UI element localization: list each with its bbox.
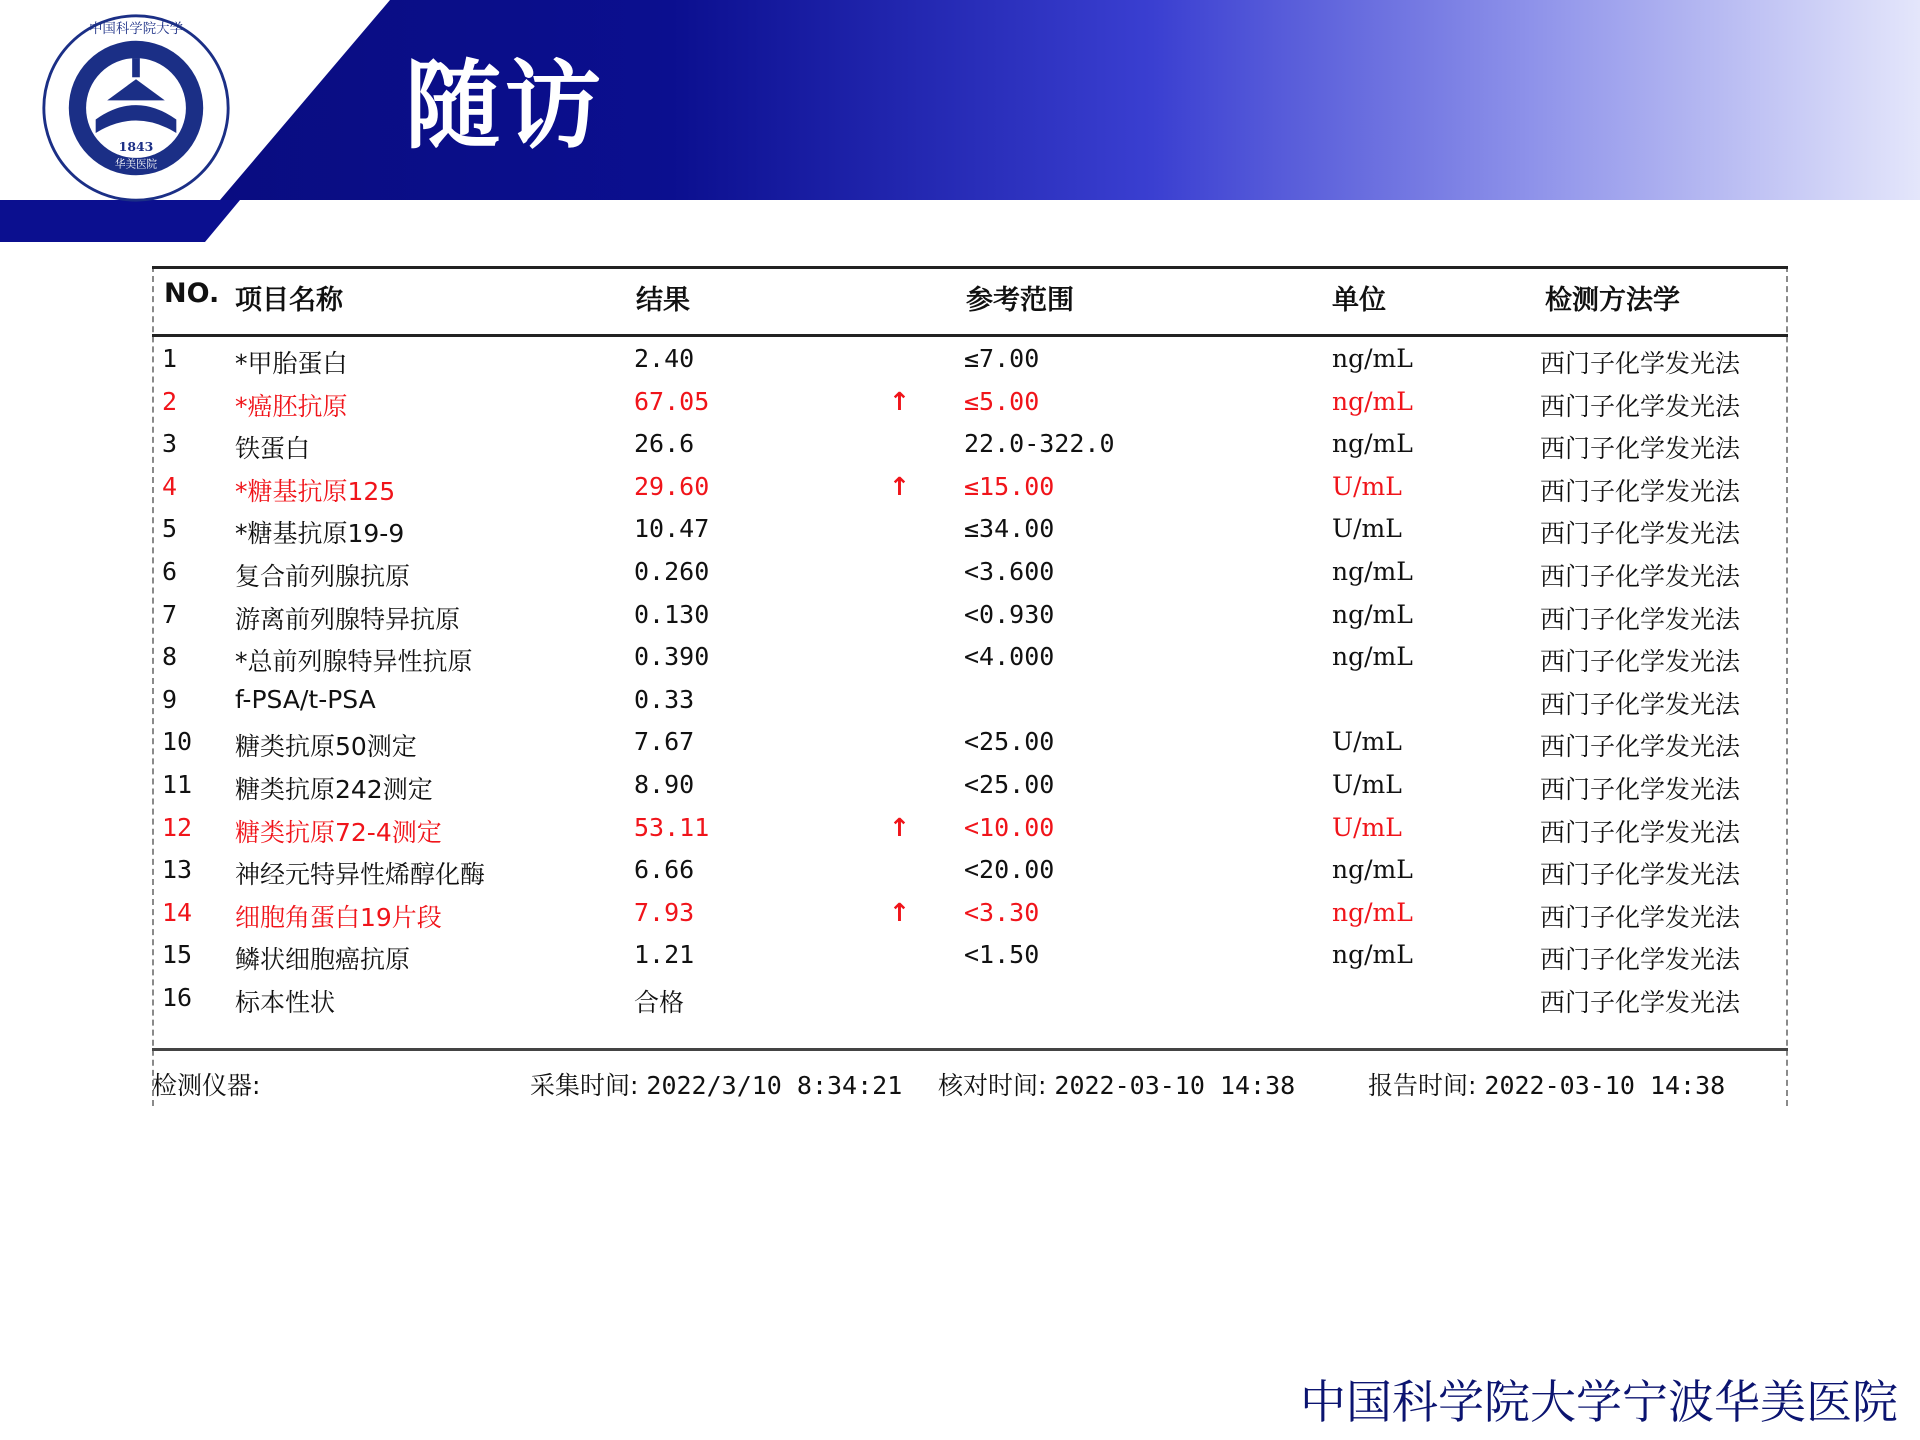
table-row — [152, 508, 1788, 550]
table-row — [152, 721, 1788, 763]
row-number: 6 — [162, 557, 178, 586]
reference-range: ≤5.00 — [964, 386, 1040, 416]
header-accent-bar — [0, 200, 240, 242]
row-number: 11 — [162, 770, 193, 799]
high-flag-icon: ↑ — [889, 386, 910, 416]
footer-report-time — [1368, 1066, 1725, 1102]
footer-instrument — [152, 1066, 260, 1102]
reference-range: <25.00 — [964, 727, 1055, 757]
reference-range: <20.00 — [964, 855, 1055, 885]
verify-time-value: 2022-03-10 14:38 — [1054, 1071, 1296, 1100]
table-row — [152, 551, 1788, 593]
test-name: 神经元特异性烯醇化酶 — [235, 860, 486, 890]
test-result: 合格 — [634, 988, 685, 1017]
table-row — [152, 594, 1788, 636]
test-unit: U/mL — [1332, 514, 1402, 544]
row-number: 16 — [162, 983, 193, 1012]
test-unit: ng/mL — [1332, 344, 1413, 373]
row-number: 9 — [162, 684, 178, 714]
test-method: 西门子化学发光法 — [1540, 689, 1741, 719]
test-method: 西门子化学发光法 — [1540, 519, 1741, 549]
test-method: 西门子化学发光法 — [1540, 434, 1741, 464]
divider — [152, 334, 1788, 337]
test-unit: ng/mL — [1332, 897, 1413, 927]
test-result: 2.40 — [634, 344, 695, 373]
test-result: 26.6 — [634, 429, 695, 459]
test-method: 西门子化学发光法 — [1540, 391, 1741, 421]
test-name: *糖基抗原125 — [235, 476, 396, 506]
test-unit: ng/mL — [1332, 429, 1413, 459]
row-number: 8 — [162, 642, 178, 672]
test-name: *甲胎蛋白 — [235, 349, 348, 378]
test-unit: ng/mL — [1332, 642, 1413, 672]
reference-range: <3.30 — [964, 897, 1040, 927]
test-method: 西门子化学发光法 — [1540, 775, 1741, 804]
test-unit: U/mL — [1332, 770, 1402, 799]
test-name: 鳞状细胞癌抗原 — [235, 945, 411, 975]
test-unit: U/mL — [1332, 727, 1402, 757]
table-row — [152, 679, 1788, 721]
test-result: 1.21 — [634, 940, 695, 970]
row-number: 15 — [162, 940, 193, 970]
test-name: *糖基抗原19-9 — [235, 519, 405, 549]
test-method: 西门子化学发光法 — [1540, 604, 1741, 634]
test-name: 游离前列腺特异抗原 — [235, 604, 461, 634]
university-seal-icon — [40, 12, 232, 204]
test-unit: ng/mL — [1332, 386, 1413, 416]
report-time-label: 报告时间: — [1368, 1071, 1477, 1100]
row-number: 10 — [162, 727, 193, 757]
table-row — [152, 892, 1788, 934]
row-number: 14 — [162, 897, 193, 927]
table-row — [152, 807, 1788, 849]
reference-range: <3.600 — [964, 557, 1055, 586]
reference-range: ≤15.00 — [964, 471, 1055, 501]
test-method: 西门子化学发光法 — [1540, 647, 1741, 677]
reference-range: ≤34.00 — [964, 514, 1055, 544]
test-unit: U/mL — [1332, 812, 1402, 842]
test-unit: ng/mL — [1332, 855, 1413, 885]
hospital-brand: 中国科学院大学宁波华美医院 — [1300, 1375, 1898, 1429]
reference-range: <1.50 — [964, 940, 1040, 970]
test-result: 6.66 — [634, 855, 695, 885]
test-name: 铁蛋白 — [235, 434, 311, 464]
collect-time-value: 2022/3/10 8:34:21 — [646, 1071, 903, 1100]
reference-range: <4.000 — [964, 642, 1055, 672]
test-name: 细胞角蛋白19片段 — [235, 902, 442, 932]
divider — [152, 266, 1788, 269]
test-method: 西门子化学发光法 — [1540, 349, 1741, 378]
test-result: 29.60 — [634, 471, 710, 501]
column-header-name: 项目名称 — [235, 285, 343, 316]
row-number: 7 — [162, 599, 178, 629]
test-unit: ng/mL — [1332, 940, 1413, 970]
logo-year: 1843 — [118, 139, 154, 155]
test-method: 西门子化学发光法 — [1540, 945, 1741, 975]
footer-collect-time — [530, 1066, 902, 1102]
high-flag-icon: ↑ — [889, 812, 910, 842]
test-result: 53.11 — [634, 812, 710, 842]
instrument-label: 检测仪器: — [152, 1071, 261, 1100]
row-number: 2 — [162, 386, 178, 416]
page-title: 随访 — [405, 50, 605, 162]
test-name: 标本性状 — [235, 988, 336, 1017]
table-row — [152, 466, 1788, 508]
test-method: 西门子化学发光法 — [1540, 476, 1741, 506]
logo-hospital-name: 华美医院 — [114, 158, 158, 171]
table-row — [152, 338, 1788, 380]
table-row — [152, 849, 1788, 891]
test-result: 7.67 — [634, 727, 695, 757]
table-row — [152, 934, 1788, 976]
row-number: 5 — [162, 514, 178, 544]
test-name: *总前列腺特异性抗原 — [235, 647, 473, 677]
test-result: 67.05 — [634, 386, 710, 416]
table-row — [152, 423, 1788, 465]
test-name: 糖类抗原50测定 — [235, 732, 417, 762]
row-number: 3 — [162, 429, 178, 459]
table-row — [152, 636, 1788, 678]
column-header-method: 检测方法学 — [1545, 285, 1680, 316]
table-row — [152, 381, 1788, 423]
column-header-unit: 单位 — [1332, 285, 1386, 316]
row-number: 1 — [162, 344, 178, 373]
column-header-no: NO. — [164, 278, 220, 309]
report-time-value: 2022-03-10 14:38 — [1484, 1071, 1726, 1100]
test-method: 西门子化学发光法 — [1540, 562, 1741, 591]
reference-range: ≤7.00 — [964, 344, 1040, 373]
test-name: 糖类抗原242测定 — [235, 775, 433, 804]
high-flag-icon: ↑ — [889, 897, 910, 927]
verify-time-label: 核对时间: — [938, 1071, 1047, 1100]
row-number: 12 — [162, 812, 193, 842]
high-flag-icon: ↑ — [889, 471, 910, 501]
test-method: 西门子化学发光法 — [1540, 988, 1741, 1017]
test-name: 复合前列腺抗原 — [235, 562, 411, 591]
column-header-result: 结果 — [636, 285, 690, 316]
test-name: *癌胚抗原 — [235, 391, 348, 421]
column-header-reference: 参考范围 — [966, 285, 1074, 316]
collect-time-label: 采集时间: — [530, 1071, 639, 1100]
divider — [152, 1048, 1788, 1051]
test-method: 西门子化学发光法 — [1540, 860, 1741, 890]
test-name: f-PSA/t-PSA — [235, 684, 376, 714]
test-unit: ng/mL — [1332, 557, 1413, 586]
test-result: 7.93 — [634, 897, 695, 927]
test-name: 糖类抗原72-4测定 — [235, 817, 442, 847]
test-result: 10.47 — [634, 514, 710, 544]
test-unit: ng/mL — [1332, 599, 1413, 629]
test-method: 西门子化学发光法 — [1540, 902, 1741, 932]
test-result: 8.90 — [634, 770, 695, 799]
test-unit: U/mL — [1332, 471, 1402, 501]
row-number: 4 — [162, 471, 178, 501]
test-result: 0.390 — [634, 642, 710, 672]
test-result: 0.260 — [634, 557, 710, 586]
test-result: 0.33 — [634, 684, 695, 714]
reference-range: <0.930 — [964, 599, 1055, 629]
test-method: 西门子化学发光法 — [1540, 817, 1741, 847]
logo-ring-text: 中国科学院大学 — [88, 22, 184, 38]
reference-range: 22.0-322.0 — [964, 429, 1115, 459]
table-row — [152, 977, 1788, 1019]
reference-range: <25.00 — [964, 770, 1055, 799]
table-row — [152, 764, 1788, 806]
row-number: 13 — [162, 855, 193, 885]
test-result: 0.130 — [634, 599, 710, 629]
footer-verify-time — [938, 1066, 1295, 1102]
reference-range: <10.00 — [964, 812, 1055, 842]
test-method: 西门子化学发光法 — [1540, 732, 1741, 762]
